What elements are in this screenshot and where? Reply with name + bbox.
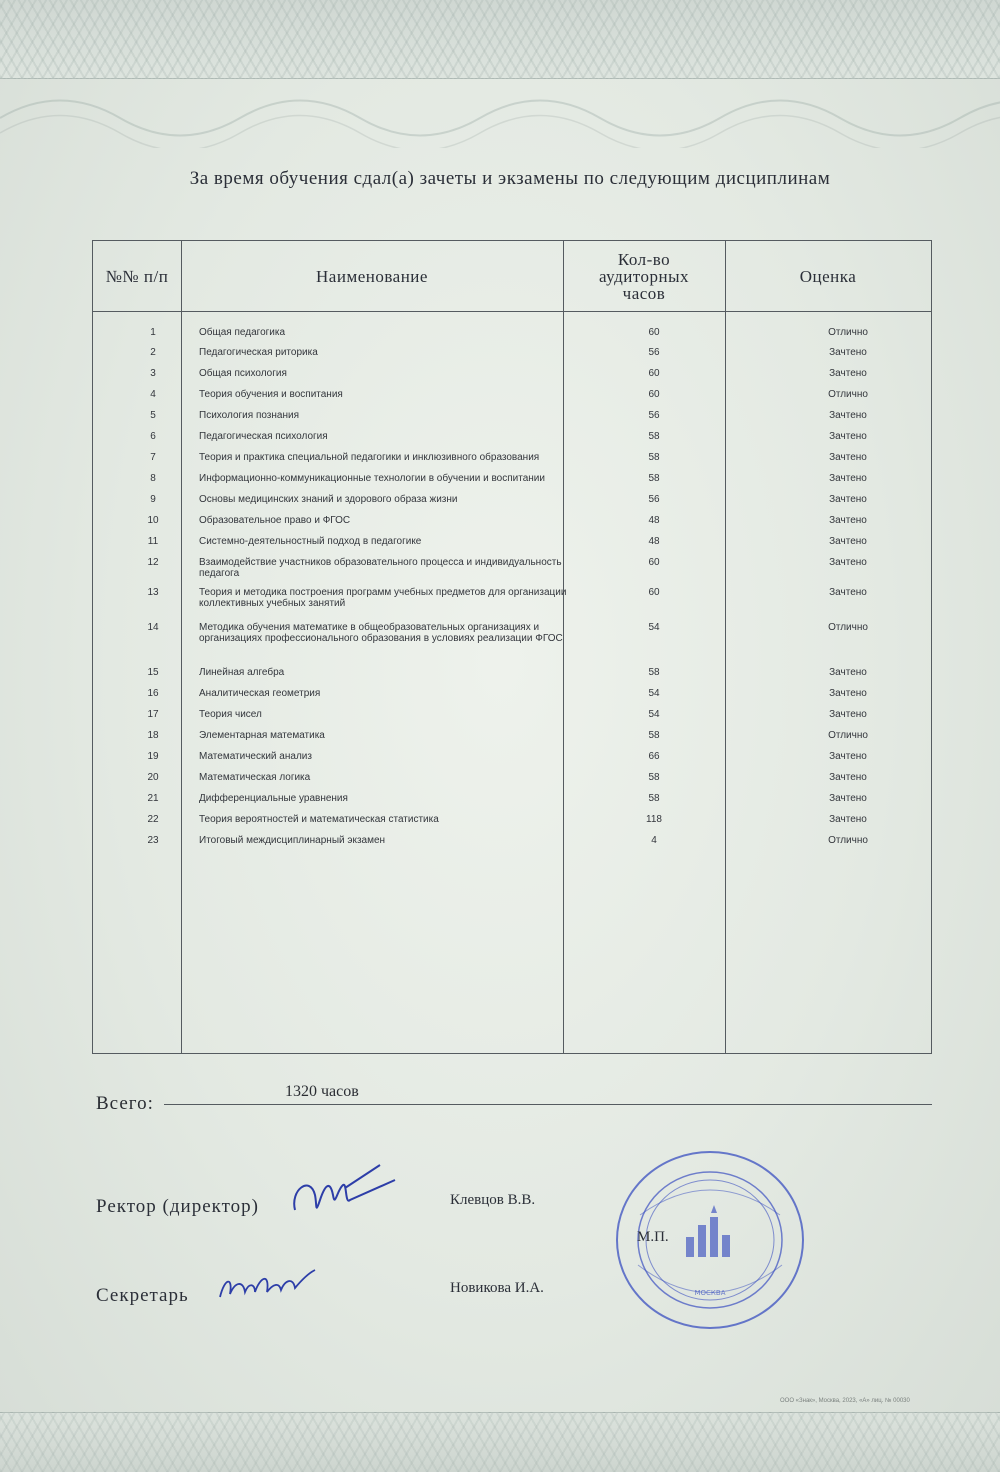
page-title: За время обучения сдал(а) зачеты и экзамены по следующим дисциплинам <box>189 168 831 189</box>
grade-value: Зачтено <box>829 709 867 720</box>
row-number: 7 <box>150 452 156 463</box>
grade-value: Отлично <box>828 835 868 846</box>
discipline-name: Математическая логика <box>199 772 311 783</box>
header-hours: Кол-во аудиторных часов <box>598 249 690 303</box>
hours-value: 48 <box>648 536 660 547</box>
row-number: 23 <box>147 835 159 846</box>
hours-value: 54 <box>648 688 660 699</box>
discipline-name: Элементарная математика <box>199 730 325 741</box>
discipline-name: Дифференциальные уравнения <box>199 793 348 804</box>
grade-value: Зачтено <box>829 772 867 783</box>
hours-value: 118 <box>646 814 662 825</box>
hours-value: 66 <box>648 751 660 762</box>
row-number: 17 <box>147 709 159 720</box>
grade-value: Зачтено <box>829 452 867 463</box>
row-number: 10 <box>147 515 159 526</box>
hours-value: 60 <box>648 327 660 338</box>
grade-value: Отлично <box>828 622 868 633</box>
printer-note: ООО «Знак», Москва, 2023, «А» лиц. № 00030 <box>780 1398 910 1404</box>
discipline-name: Теория чисел <box>199 709 262 720</box>
hours-value: 60 <box>648 389 660 400</box>
grade-value: Зачтено <box>829 494 867 505</box>
header-name: Наименование <box>316 266 428 286</box>
row-number: 13 <box>147 587 159 598</box>
row-number: 19 <box>147 751 159 762</box>
row-number: 8 <box>150 473 156 484</box>
grade-value: Отлично <box>828 327 868 338</box>
grade-value: Зачтено <box>829 473 867 484</box>
grade-value: Зачтено <box>829 410 867 421</box>
total-label: Всего: <box>96 1093 154 1114</box>
hours-value: 56 <box>648 410 660 421</box>
hours-value: 48 <box>648 515 660 526</box>
discipline-name: Педагогическая психология <box>199 431 328 442</box>
grade-value: Зачтено <box>829 751 867 762</box>
hours-value: 60 <box>648 557 660 568</box>
grade-value: Зачтено <box>829 368 867 379</box>
secretary-signature <box>215 1262 325 1307</box>
grade-value: Зачтено <box>829 536 867 547</box>
grade-value: Зачтено <box>829 515 867 526</box>
row-number: 9 <box>150 494 156 505</box>
hours-value: 58 <box>648 772 660 783</box>
grade-value: Отлично <box>828 389 868 400</box>
column-divider <box>563 241 564 1053</box>
row-number: 1 <box>150 327 156 338</box>
guilloche-border-top <box>0 0 1000 79</box>
seal-placeholder: М.П. <box>637 1229 669 1245</box>
rector-label: Ректор (директор) <box>96 1196 259 1217</box>
row-number: 6 <box>150 431 156 442</box>
discipline-name: Теория и практика специальной педагогики и инклюзивного образования <box>199 452 540 463</box>
grade-value: Зачтено <box>829 557 867 568</box>
column-divider <box>725 241 726 1053</box>
header-grade: Оценка <box>799 266 857 286</box>
disciplines-table <box>92 240 932 1054</box>
total-underline <box>164 1104 932 1105</box>
discipline-name: Основы медицинских знаний и здорового образа жизни <box>199 494 458 505</box>
grade-value: Зачтено <box>829 688 867 699</box>
column-divider <box>181 241 182 1053</box>
secretary-label: Секретарь <box>96 1285 189 1306</box>
discipline-name: Линейная алгебра <box>199 667 285 678</box>
discipline-name: Теория и методика построения программ учебных предметов для организации коллективных учебных занятий <box>199 587 567 609</box>
discipline-name: Аналитическая геометрия <box>199 688 321 699</box>
row-number: 3 <box>150 368 156 379</box>
header-divider <box>93 311 931 312</box>
row-number: 15 <box>147 667 159 678</box>
hours-value: 58 <box>648 452 660 463</box>
discipline-name: Общая педагогика <box>199 327 286 338</box>
discipline-name: Педагогическая риторика <box>199 347 318 358</box>
discipline-name: Общая психология <box>199 368 287 379</box>
hours-value: 58 <box>648 793 660 804</box>
grade-value: Отлично <box>828 730 868 741</box>
row-number: 21 <box>147 793 159 804</box>
row-number: 22 <box>147 814 159 825</box>
total-hours: 1320 часов <box>285 1083 359 1100</box>
row-number: 12 <box>147 557 159 568</box>
hours-value: 60 <box>648 368 660 379</box>
guilloche-border-bottom <box>0 1412 1000 1472</box>
row-number: 5 <box>150 410 156 421</box>
row-number: 4 <box>150 389 156 400</box>
grade-value: Зачтено <box>829 587 867 598</box>
secretary-name: Новикова И.А. <box>450 1280 544 1296</box>
grade-value: Зачтено <box>829 793 867 804</box>
row-number: 2 <box>150 347 156 358</box>
grade-value: Зачтено <box>829 667 867 678</box>
discipline-name: Информационно-коммуникационные технологии в обучении и воспитании <box>199 473 545 484</box>
hours-value: 4 <box>651 835 657 846</box>
discipline-name: Теория вероятностей и математическая статистика <box>199 814 439 825</box>
seal-city: МОСКВА <box>694 1289 726 1297</box>
rector-name: Клевцов В.В. <box>450 1192 536 1208</box>
hours-value: 58 <box>648 730 660 741</box>
row-number: 14 <box>147 622 159 633</box>
row-number: 20 <box>147 772 159 783</box>
grade-value: Зачтено <box>829 814 867 825</box>
row-number: 11 <box>147 536 159 547</box>
discipline-name: Системно-деятельностный подход в педагогике <box>199 536 422 547</box>
hours-value: 58 <box>648 473 660 484</box>
header-num: №№ п/п <box>105 266 169 286</box>
hours-value: 54 <box>648 622 660 633</box>
row-number: 18 <box>147 730 159 741</box>
discipline-name: Образовательное право и ФГОС <box>199 515 351 526</box>
hours-value: 54 <box>648 709 660 720</box>
discipline-name: Итоговый междисциплинарный экзамен <box>199 835 386 846</box>
discipline-name: Психология познания <box>199 410 299 421</box>
rector-signature <box>285 1160 405 1225</box>
grade-value: Зачтено <box>829 347 867 358</box>
hours-value: 58 <box>648 667 660 678</box>
discipline-name: Теория обучения и воспитания <box>199 389 343 400</box>
grade-value: Зачтено <box>829 431 867 442</box>
discipline-name: Взаимодействие участников образовательного процесса и индивидуальность педагога <box>199 557 562 579</box>
hours-value: 56 <box>648 347 660 358</box>
row-number: 16 <box>147 688 159 699</box>
discipline-name: Математический анализ <box>199 751 312 762</box>
discipline-name: Методика обучения математике в общеобразовательных организациях и организациях профессионального образования в условиях реализации ФГОС <box>199 622 563 644</box>
hours-value: 58 <box>648 431 660 442</box>
decorative-wave-pattern <box>0 78 1000 148</box>
hours-value: 56 <box>648 494 660 505</box>
hours-value: 60 <box>648 587 660 598</box>
